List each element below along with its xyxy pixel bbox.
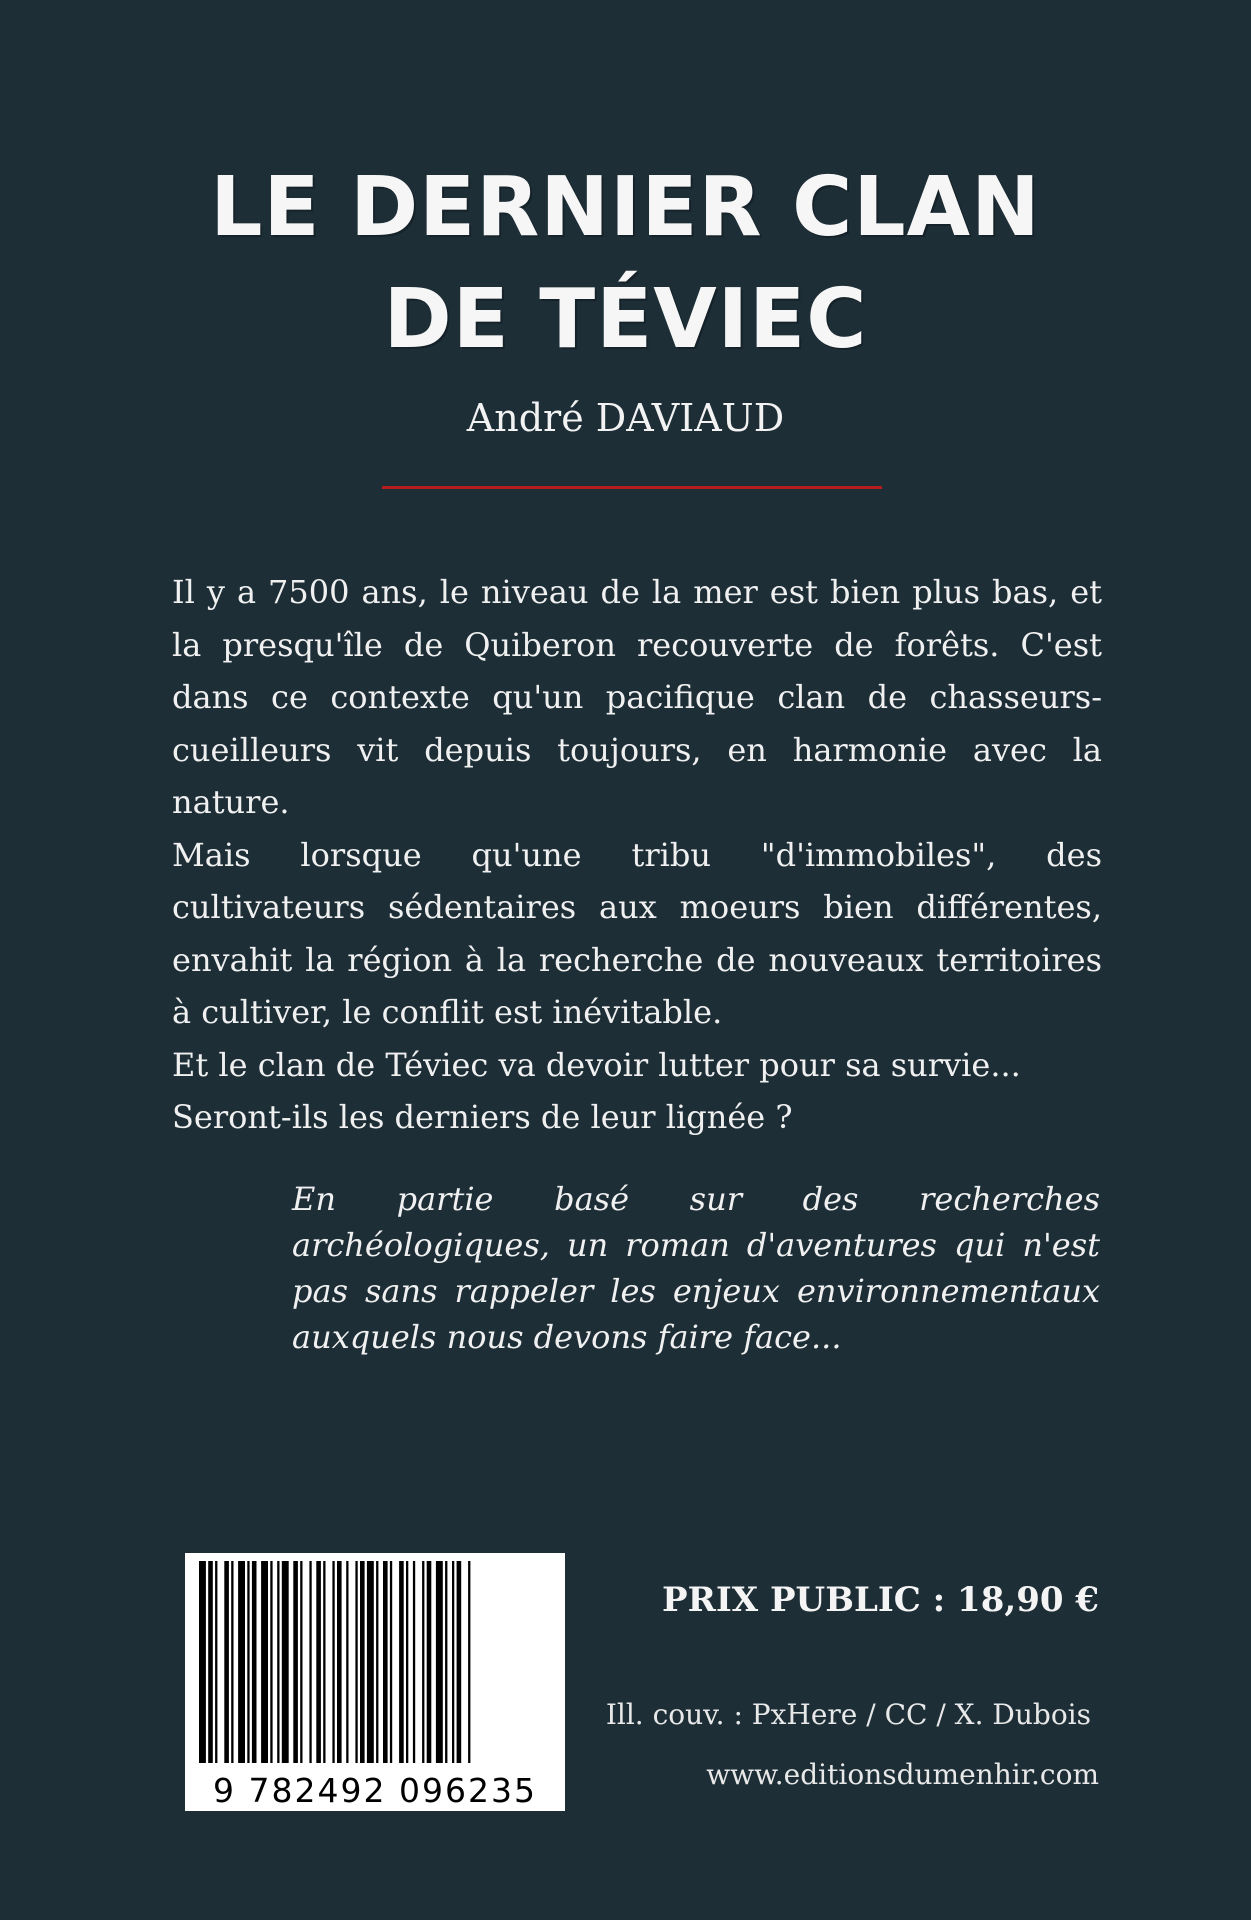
barcode-bar xyxy=(383,1561,388,1763)
barcode-bar xyxy=(427,1561,432,1763)
barcode-bar xyxy=(422,1561,424,1763)
barcode-bar xyxy=(360,1561,365,1763)
isbn-number: 9 782492 096235 xyxy=(213,1771,537,1810)
barcode-bar xyxy=(270,1561,272,1763)
barcode-bar xyxy=(390,1561,392,1763)
barcode-bar xyxy=(452,1561,454,1763)
barcode-bar xyxy=(406,1561,408,1763)
barcode-bar xyxy=(468,1561,470,1763)
barcode-bar xyxy=(293,1561,298,1763)
barcode-bar xyxy=(413,1561,415,1763)
book-title-line-2: DE TÉVIEC xyxy=(383,272,868,367)
barcode-bar xyxy=(215,1561,217,1763)
synopsis-paragraph-2: Mais lorsque qu'une tribu "d'immobiles", des cultivateurs sédentaires aux moeurs bien différentes, envahit la région à la recherche de nouveaux territoires à cultiver, le conflit est inévitable. xyxy=(172,835,1102,1031)
barcode-bar xyxy=(208,1561,213,1763)
barcode-bar xyxy=(316,1561,321,1763)
author-name: André DAVIAUD xyxy=(466,396,785,440)
synopsis xyxy=(172,566,1102,1144)
barcode-bar xyxy=(261,1561,268,1763)
barcode-bar xyxy=(445,1561,447,1763)
barcode-bar xyxy=(376,1561,378,1763)
isbn-barcode xyxy=(185,1553,565,1811)
barcode-bar xyxy=(199,1561,206,1763)
barcode-bar xyxy=(332,1561,334,1763)
barcode-bar xyxy=(252,1561,257,1763)
barcode-bar xyxy=(277,1561,279,1763)
public-price: PRIX PUBLIC : 18,90 € xyxy=(662,1580,1099,1620)
barcode-bar xyxy=(323,1561,325,1763)
barcode-bar xyxy=(355,1561,357,1763)
accent-divider xyxy=(382,486,882,489)
barcode-bars xyxy=(193,1561,557,1771)
barcode-bar xyxy=(231,1561,233,1763)
barcode-bar xyxy=(300,1561,302,1763)
barcode-bar xyxy=(224,1561,229,1763)
barcode-bar xyxy=(238,1561,245,1763)
barcode-bar xyxy=(367,1561,374,1763)
synopsis-paragraph-4: Seront-ils les derniers de leur lignée ? xyxy=(172,1098,793,1136)
publisher-website: www.editionsdumenhir.com xyxy=(706,1758,1099,1791)
barcode-bar xyxy=(436,1561,443,1763)
book-title-line-1: LE DERNIER CLAN xyxy=(210,160,1041,255)
synopsis-paragraph-1: Il y a 7500 ans, le niveau de la mer est bien plus bas, et la presqu'île de Quiberon recouverte de forêts. C'est dans ce contexte qu'un pacifique clan de chasseurs-cueilleurs vit depuis toujours, en harmonie avec la nature. xyxy=(172,573,1102,821)
tagline: En partie basé sur des recherches archéologiques, un roman d'aventures qui n'est pas sans rappeler les enjeux environnementaux auxquels nous devons faire face... xyxy=(292,1180,1100,1356)
barcode-bar xyxy=(282,1561,289,1763)
illustration-credits: Ill. couv. : PxHere / CC / X. Dubois xyxy=(605,1698,1091,1731)
barcode-bar xyxy=(309,1561,311,1763)
barcode-bar xyxy=(346,1561,348,1763)
synopsis-paragraph-3: Et le clan de Téviec va devoir lutter pour sa survie... xyxy=(172,1045,1021,1084)
barcode-bar xyxy=(337,1561,342,1763)
barcode-bar xyxy=(399,1561,404,1763)
barcode-bar xyxy=(457,1561,462,1763)
barcode-bar xyxy=(247,1561,249,1763)
